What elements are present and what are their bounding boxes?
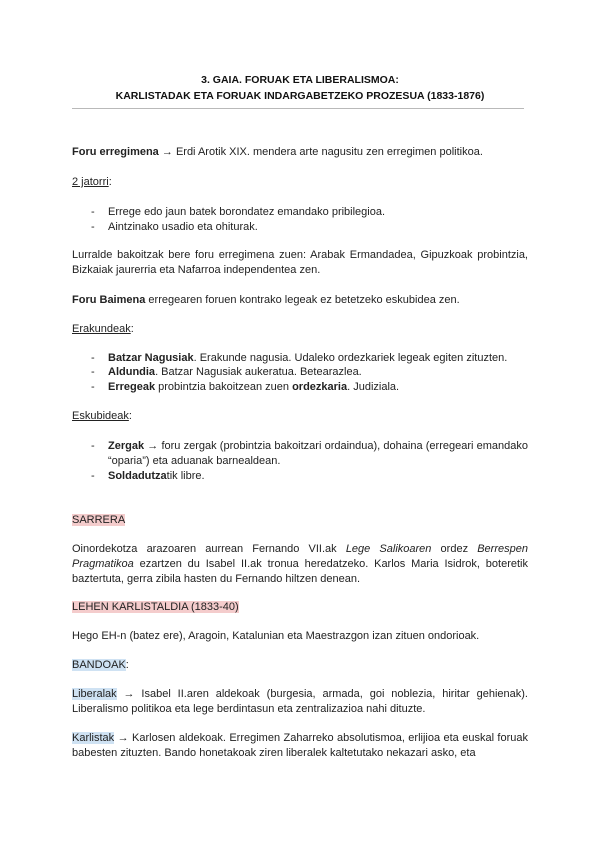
bullet: - xyxy=(91,381,95,393)
foru-erregimena-term: Foru erregimena xyxy=(72,146,159,158)
arrow: → xyxy=(158,146,176,158)
lurralde-para: Lurralde bakoitzak bere foru erregimena zuen: Arabak Ermandadea, Gipuzkoak probintzia, Bizkaiak jaurerria eta Nafarroa independentea zen. xyxy=(72,249,528,276)
foru-erregimena-text: Erdi Arotik XIX. mendera arte nagusitu zen erregimen politikoa. xyxy=(175,146,483,158)
list-item: - Zergak → foru zergak (probintzia bakoitzari ordaindua), dohaina (erregeari emandako “oparia”) eta aduanak barnealdean. xyxy=(91,440,528,467)
bandoak-heading-line: BANDOAK: xyxy=(72,659,129,671)
foru-baimena-para: Foru Baimena erregearen foruen kontrako legeak ez betetzeko eskubidea zen. xyxy=(72,294,460,306)
bullet: - xyxy=(91,221,95,233)
bullet: - xyxy=(91,352,95,364)
lehen-karlistaldia-heading-line xyxy=(72,600,528,615)
erakundeak-heading: Erakundeak xyxy=(72,323,131,335)
jatorri-heading-line: 2 jatorri: xyxy=(72,176,112,188)
lehen-karlistaldia-para: Hego EH-n (batez ere), Aragoin, Katalunian eta Maestrazgon izan zituen ondorioak. xyxy=(72,630,480,642)
bullet: - xyxy=(91,206,95,218)
bandoak-heading: BANDOAK xyxy=(72,659,126,671)
doc-title-line-1: 3. GAIA. FORUAK ETA LIBERALISMOA: xyxy=(201,74,399,86)
sarrera-heading-line xyxy=(72,513,528,528)
bullet: - xyxy=(91,440,95,452)
jatorri-heading: 2 jatorri xyxy=(72,176,109,188)
lehen-karlistaldia-heading: LEHEN KARLISTALDIA (1833-40) xyxy=(72,601,239,613)
title-divider xyxy=(72,108,524,109)
sarrera-para: Oinordekotza arazoaren aurrean Fernando VII.ak Lege Salikoaren ordez Berrespen Pragmatikoa ezartzen du Isabel II.ak tronua heredatzeko. Karlos Maria Isidrok, boteretik baztertuta, gerra zibila hasten du Fernando hiltzen denean. xyxy=(72,543,528,585)
foru-erregimena-para xyxy=(72,145,528,160)
list-item: - Aintzinako usadio eta ohiturak. xyxy=(91,221,258,233)
karlistak-term: Karlistak xyxy=(72,732,115,744)
list-item: - Erregeak probintzia bakoitzean zuen ordezkaria. Judiziala. xyxy=(91,381,400,393)
doc-title-line-2: KARLISTADAK ETA FORUAK INDARGABETZEKO PROZESUA (1833-1876) xyxy=(115,90,485,102)
bullet: - xyxy=(91,366,95,378)
list-item: - Soldadutzatik libre. xyxy=(91,470,205,482)
eskubideak-heading-line: Eskubideak: xyxy=(72,410,132,422)
list-item: - Aldundia. Batzar Nagusiak aukeratua. Betearazlea. xyxy=(91,366,362,378)
eskubideak-heading: Eskubideak xyxy=(72,410,129,422)
bullet: - xyxy=(91,470,95,482)
karlistak-para: Karlistak → Karlosen aldekoak. Erregimen Zaharreko absolutismoa, erlijioa eta euskal foruak babesten zituzten. Bando honetakoak ziren liberalek kaltetutako nekazari asko, eta xyxy=(72,732,528,759)
liberalak-term: Liberalak xyxy=(72,688,117,700)
erakundeak-heading-line: Erakundeak: xyxy=(72,323,134,335)
foru-baimena-term: Foru Baimena xyxy=(72,294,146,306)
sarrera-heading: SARRERA xyxy=(72,514,126,526)
liberalak-para: Liberalak → Isabel II.aren aldekoak (burgesia, armada, goi noblezia, hiritar gehienak). Liberalismo politikoa eta lege berdintasun eta zentralizazioa nahi dituzte. xyxy=(72,688,528,715)
list-item: - Errege edo jaun batek borondatez emandako pribilegioa. xyxy=(91,206,386,218)
list-item: - Batzar Nagusiak. Erakunde nagusia. Udaleko ordezkariek legeak egiten zituzten. xyxy=(91,352,508,364)
